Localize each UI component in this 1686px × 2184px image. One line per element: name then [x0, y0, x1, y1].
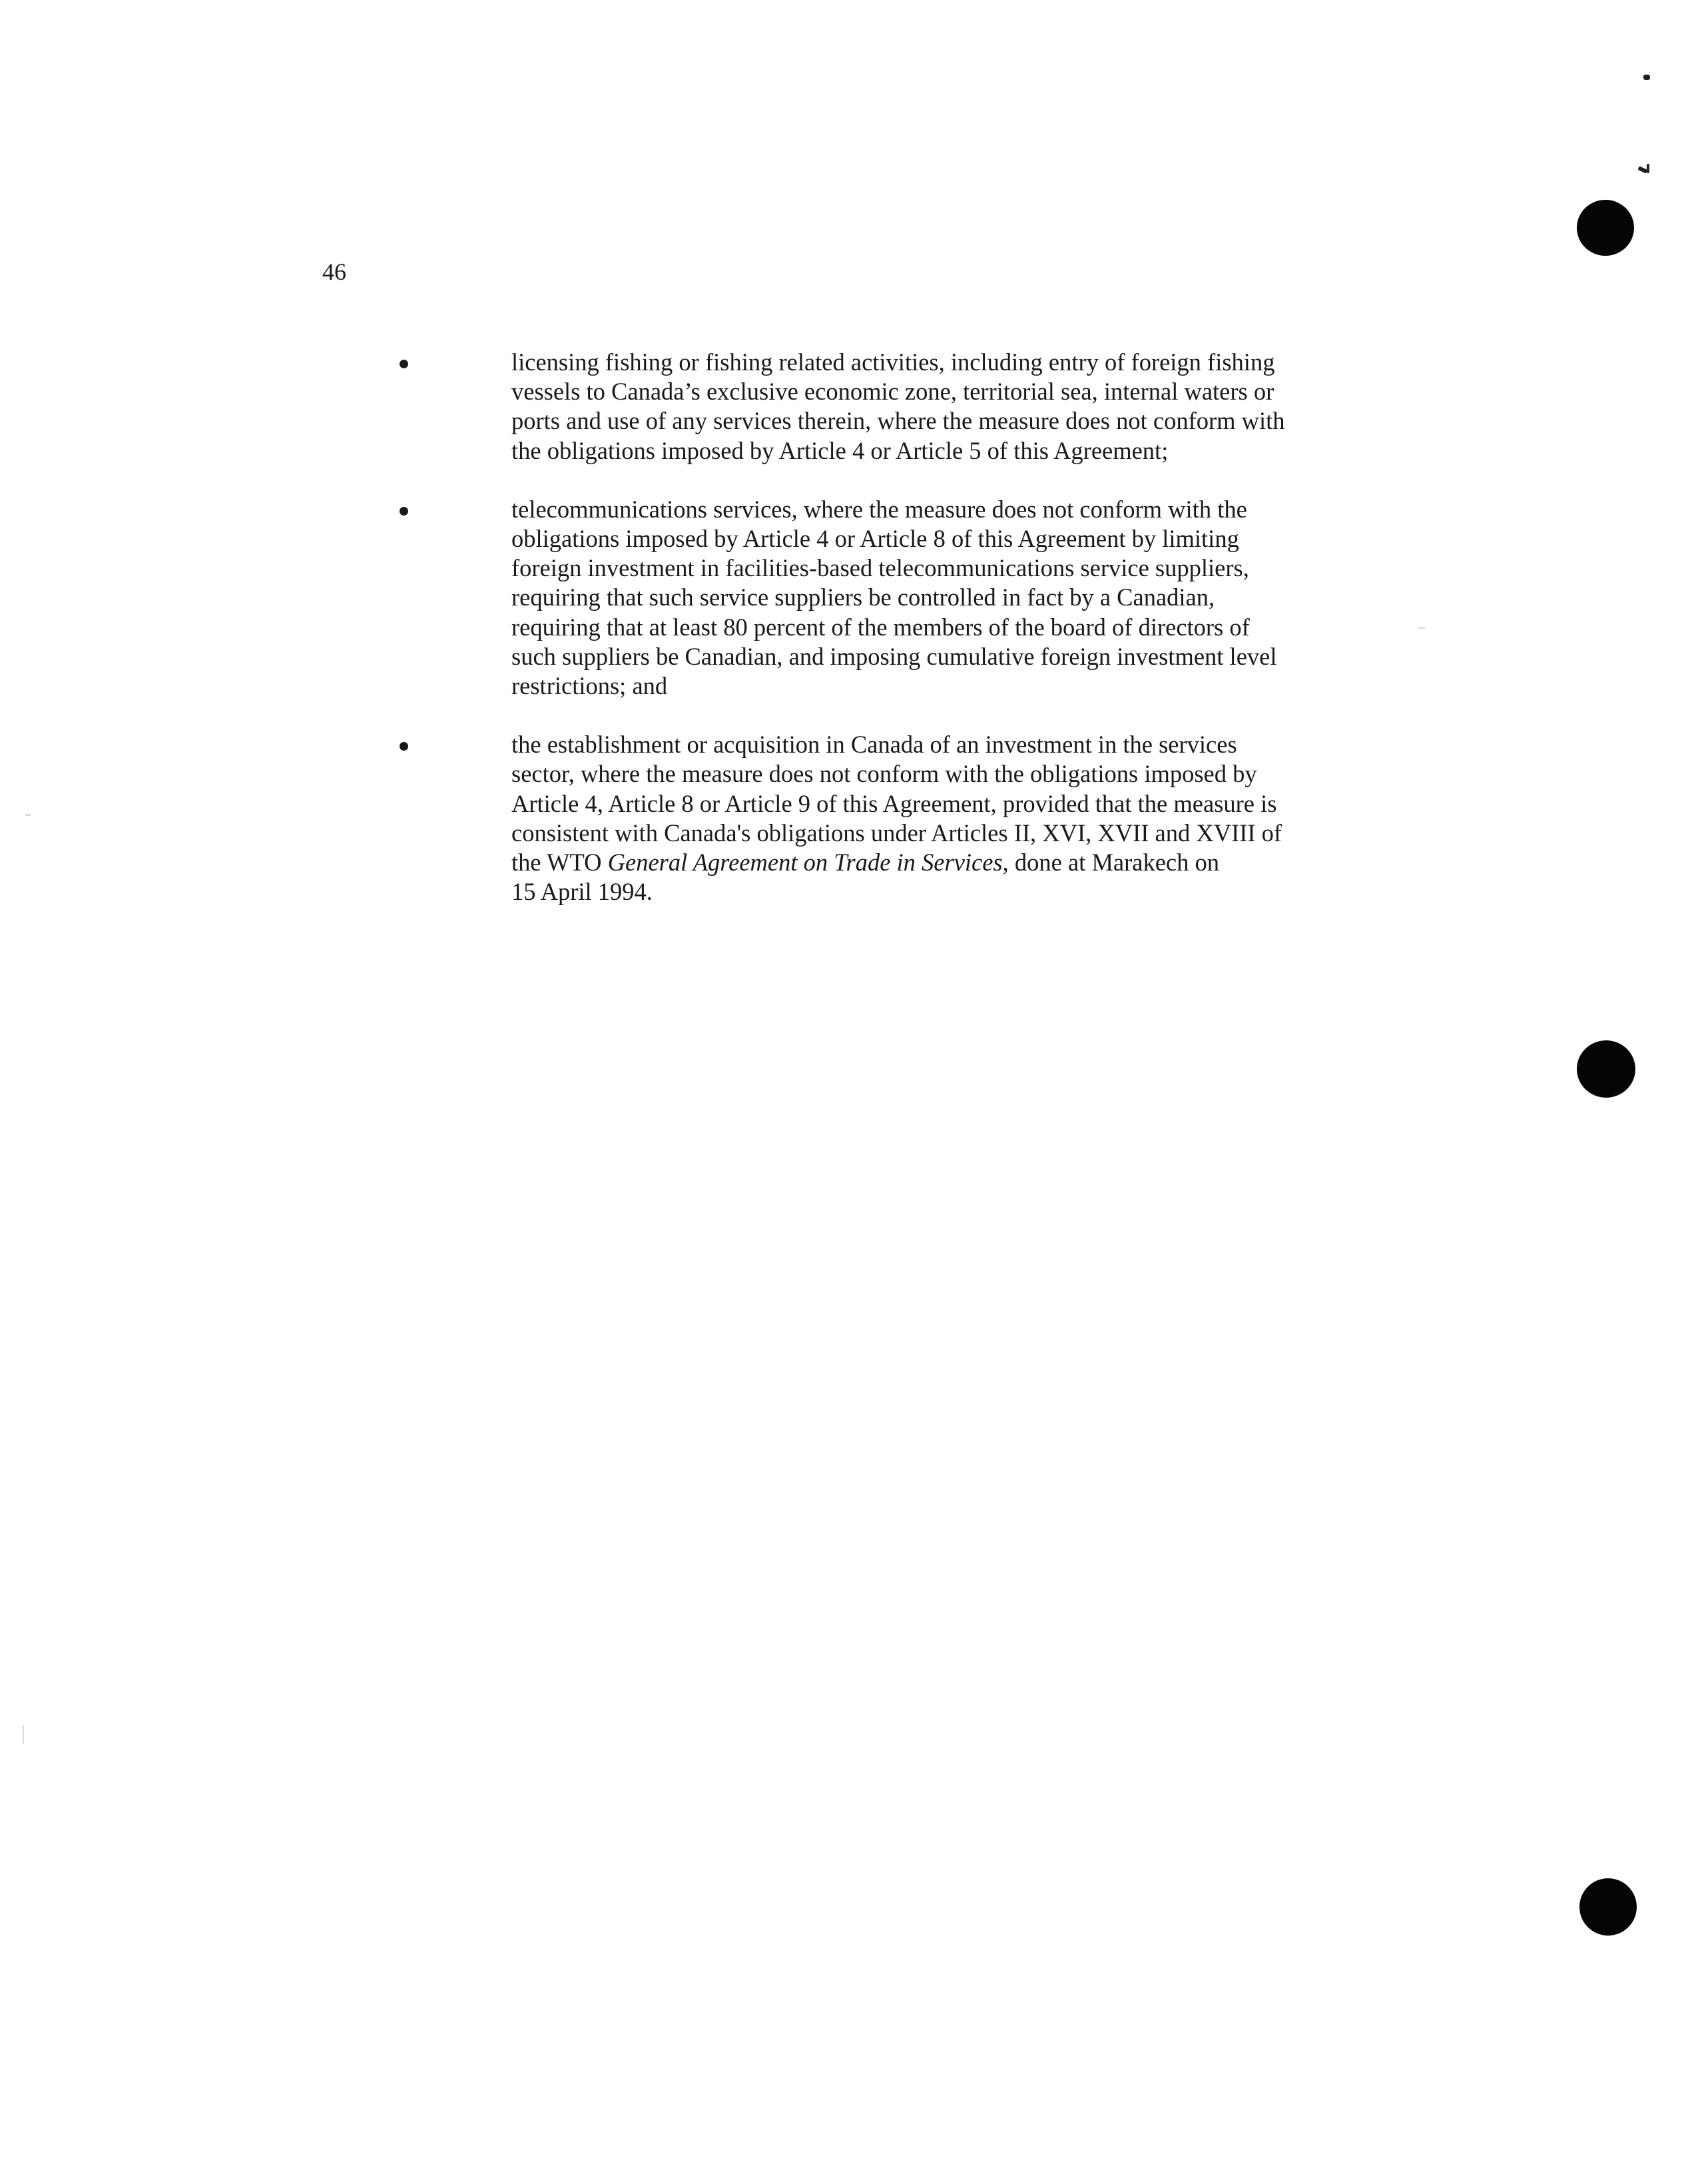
scan-speck-icon: [25, 814, 31, 816]
punch-hole-icon: [1579, 1878, 1637, 1936]
list-item: [400, 730, 1345, 907]
page-number: 46: [322, 258, 346, 285]
list-item: [400, 495, 1345, 701]
text-line: Article 4, Article 8 or Article 9 of this Agreement, provided that the measure is: [511, 789, 1277, 817]
text-line: consistent with Canada's obligations under Articles II, XVI, XVII and XVIII of: [511, 819, 1282, 847]
text-line: requiring that at least 80 percent of the members of the board of directors of: [511, 613, 1250, 641]
bullet-icon: [400, 360, 408, 368]
provisions-list: [400, 348, 1345, 907]
agreement-title: General Agreement on Trade in Services: [607, 849, 1003, 877]
punch-hole-icon: [1577, 1040, 1635, 1098]
scan-speck-icon: [1643, 75, 1650, 80]
list-item-text: [511, 730, 1350, 907]
text-line: sector, where the measure does not conform with the obligations imposed by: [511, 760, 1257, 788]
text-line: the obligations imposed by Article 4 or Article 5 of this Agreement;: [511, 436, 1169, 464]
text-line: vessels to Canada’s exclusive economic zone, territorial sea, internal waters or: [511, 378, 1274, 406]
punch-hole-icon: [1577, 200, 1634, 256]
text-line: [511, 848, 1350, 877]
text-line: telecommunications services, where the measure does not conform with the: [511, 495, 1247, 523]
scan-speck-icon: [23, 1725, 24, 1744]
scan-speck-icon: [1647, 164, 1649, 173]
text-run: , done at Marakech on: [1002, 849, 1219, 877]
scan-speck-icon: [1418, 627, 1425, 629]
text-line: obligations imposed by Article 4 or Article 8 of this Agreement by limiting: [511, 525, 1239, 553]
text-line: ports and use of any services therein, where the measure does not conform with: [511, 407, 1285, 435]
list-item-text: [511, 495, 1350, 701]
text-line: restrictions; and: [511, 672, 668, 700]
text-line: such suppliers be Canadian, and imposing cumulative foreign investment level: [511, 642, 1277, 670]
text-line: licensing fishing or fishing related activities, including entry of foreign fishing: [511, 348, 1275, 376]
list-item: [400, 348, 1345, 466]
text-run: the WTO: [511, 849, 608, 877]
bullet-icon: [400, 507, 408, 516]
text-line: 15 April 1994.: [511, 878, 653, 906]
text-line: requiring that such service suppliers be controlled in fact by a Canadian,: [511, 583, 1215, 611]
list-item-text: [511, 348, 1350, 466]
text-line: foreign investment in facilities-based telecommunications service suppliers,: [511, 554, 1249, 582]
bullet-icon: [400, 742, 408, 751]
text-line: the establishment or acquisition in Canada of an investment in the services: [511, 731, 1237, 759]
